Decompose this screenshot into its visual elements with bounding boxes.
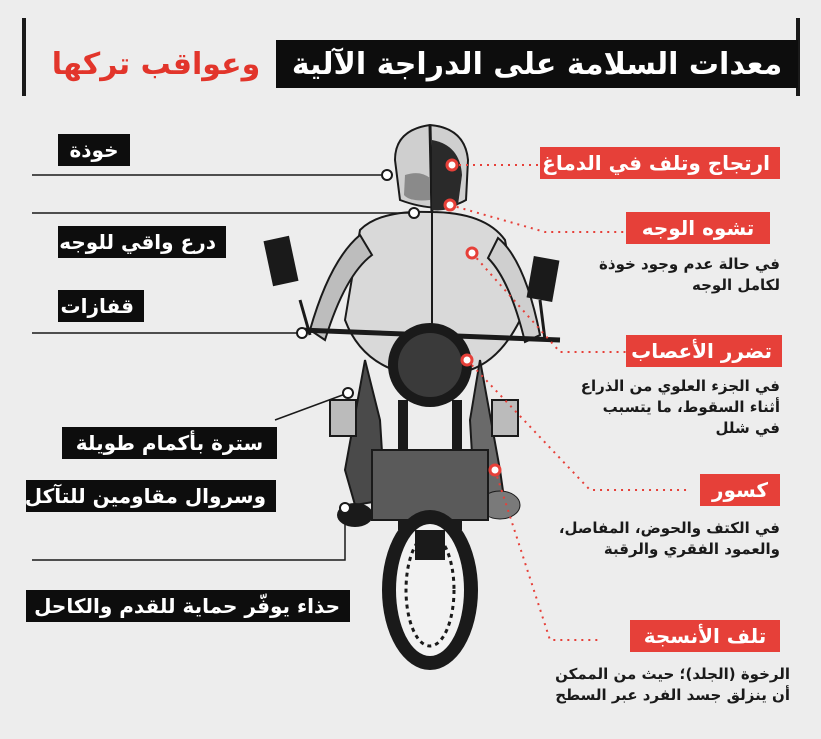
consequence-label-tissue: تلف الأنسجة [630,620,780,652]
equipment-label-shoes: حذاء يوفّر حماية للقدم والكاحل [26,590,350,622]
consequence-label-nerves: تضرر الأعصاب [626,335,782,367]
equipment-label-jacket: سترة بأكمام طويلة [62,427,277,459]
consequence-desc-face: في حالة عدم وجود خوذة لكامل الوجه [599,255,780,294]
page-title-accent: وعواقب تركها [51,46,261,82]
equipment-label-face-shield: درع واقي للوجه [58,226,226,258]
equipment-label-gloves: قفازات [58,290,144,322]
equipment-label-trousers: وسروال مقاومين للتآكل [26,480,276,512]
page-title: معدات السلامة على الدراجة الآلية [276,40,798,88]
equipment-label-helmet: خوذة [58,134,130,166]
consequence-desc-tissue: الرخوة (الجلد)؛ حيث من الممكن أن ينزلق جسد الفرد عبر السطح [555,665,790,704]
consequence-label-brain: ارتجاج وتلف في الدماغ [540,147,780,179]
consequence-desc-nerves: في الجزء العلوي من الذراع أثناء السقوط، ما يتسبب في شلل [580,377,780,437]
consequence-desc-fractures: في الكتف والحوض، المفاصل، والعمود الفقري والرقبة [558,519,780,558]
consequence-label-fractures: كسور [700,474,780,506]
consequence-label-face: تشوه الوجه [626,212,770,244]
